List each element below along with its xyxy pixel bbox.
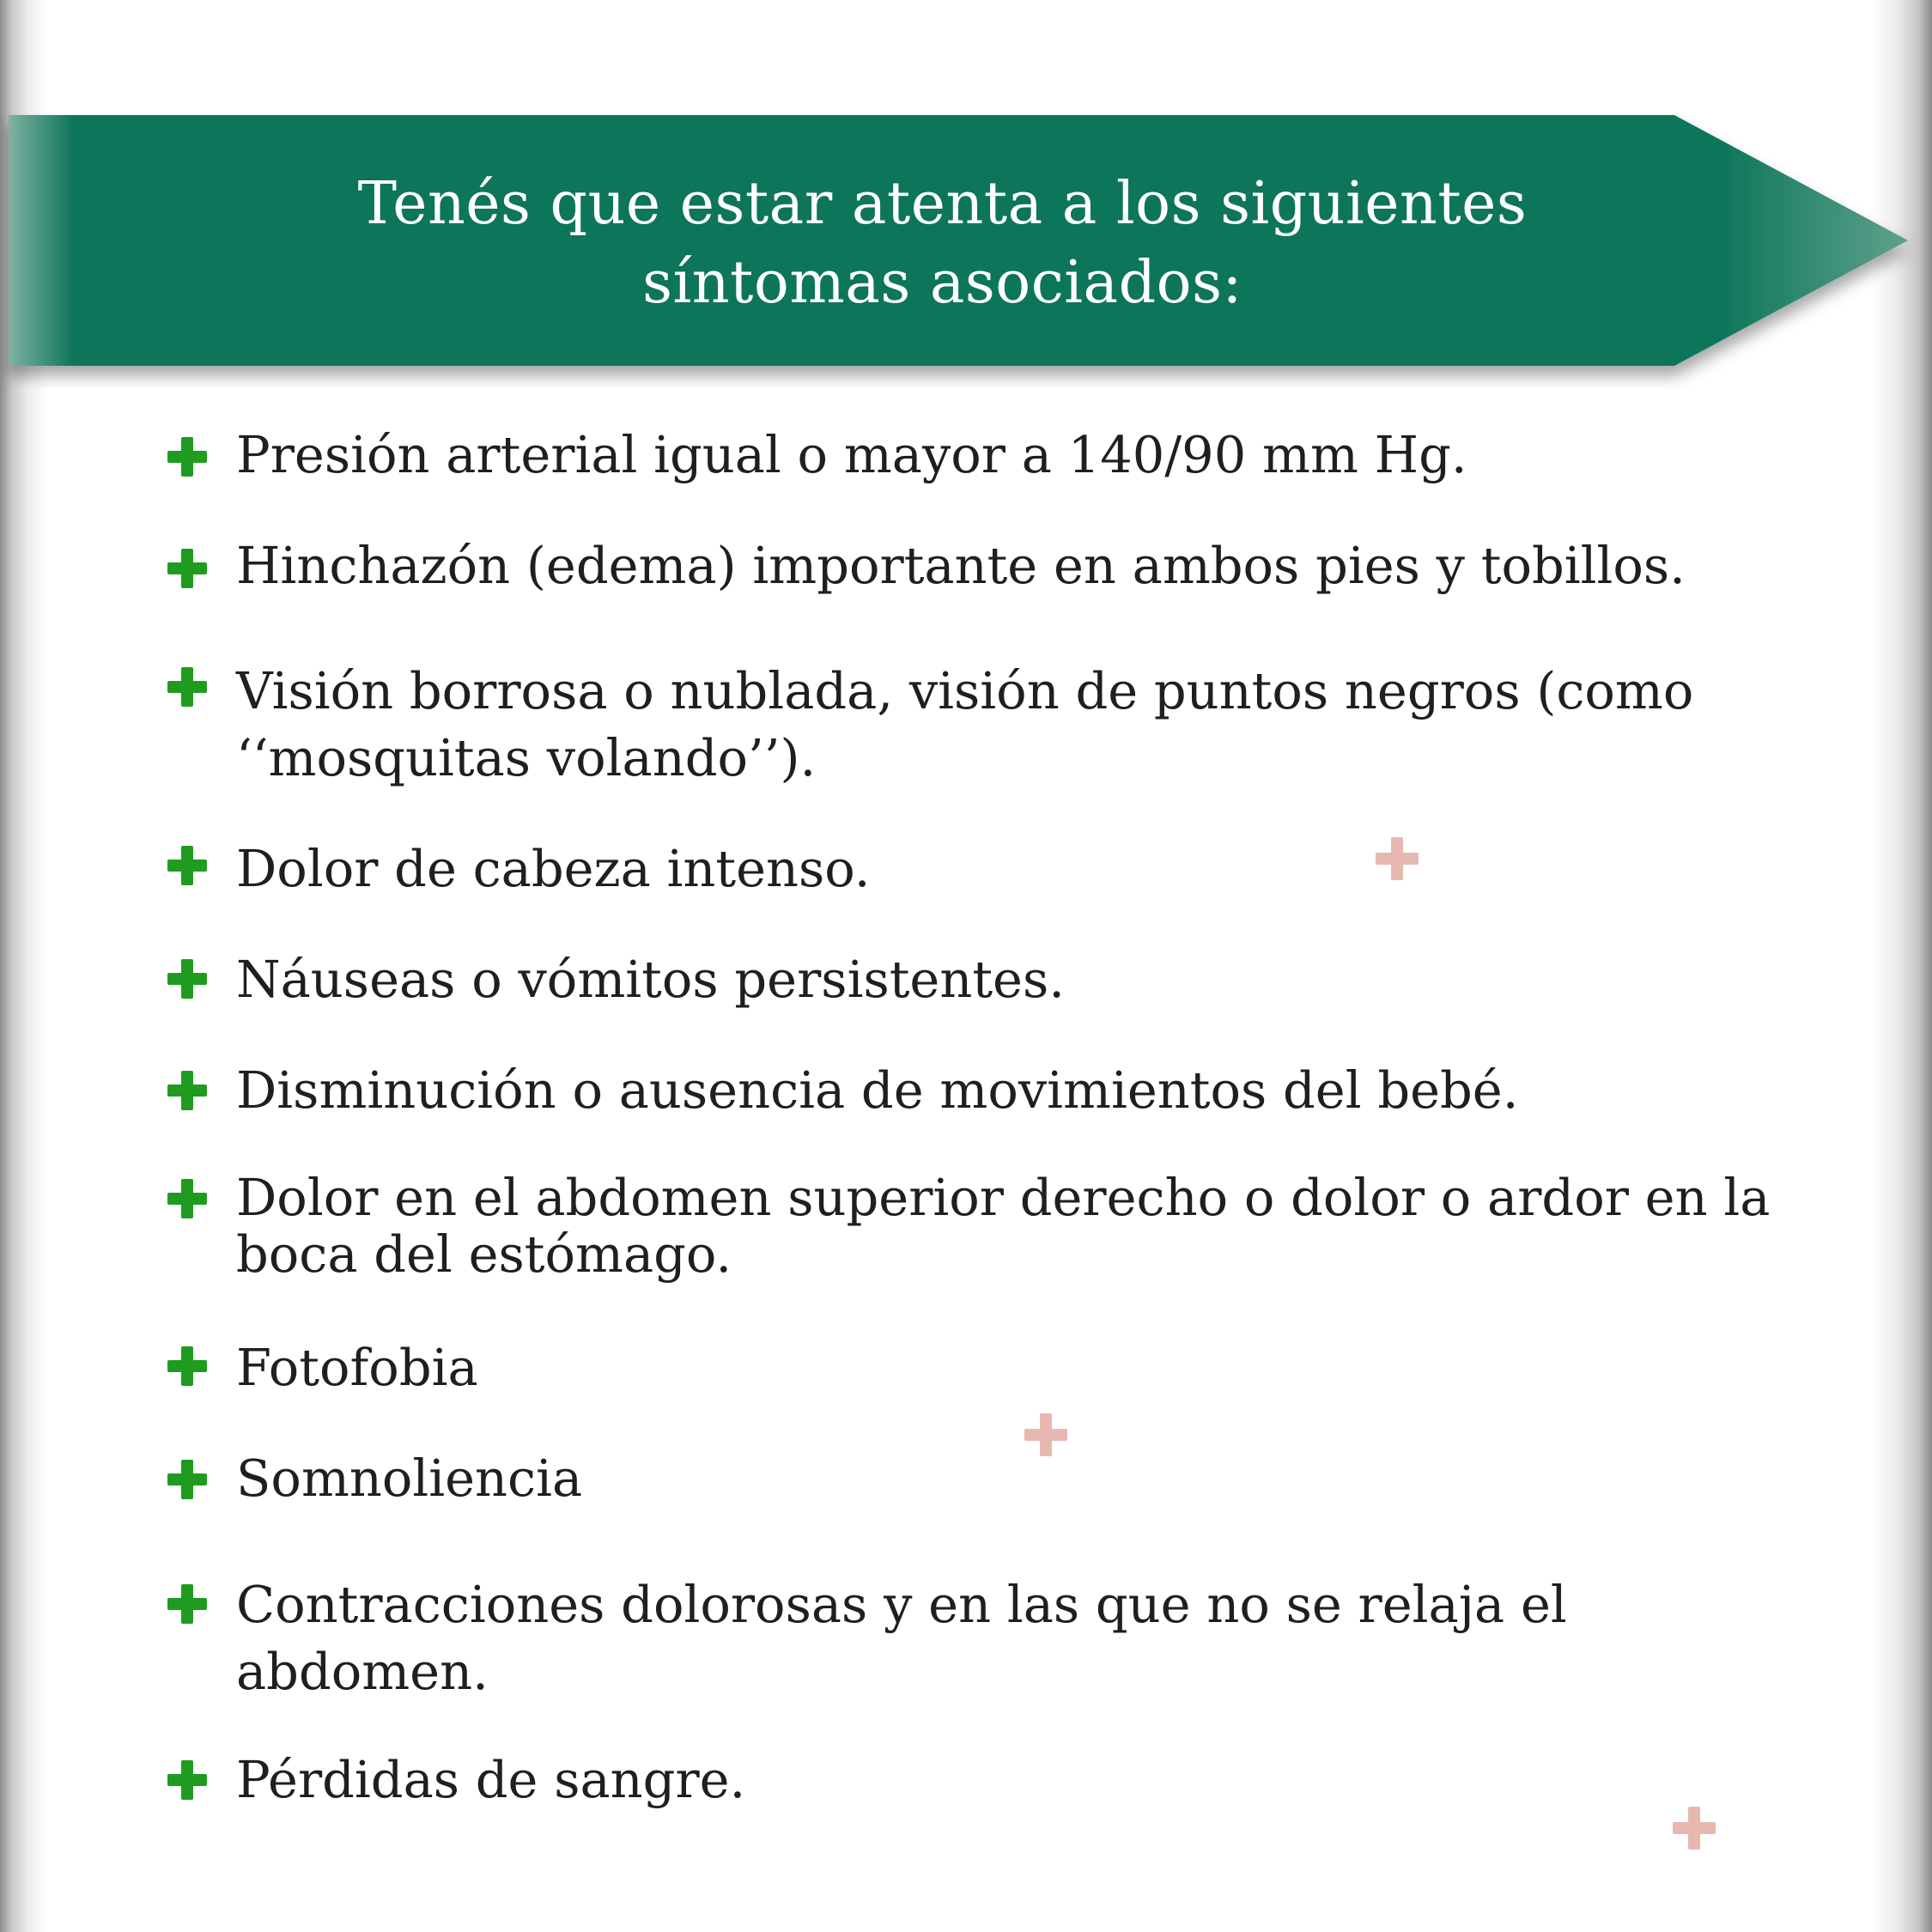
list-item bbox=[236, 947, 1868, 1012]
list-item bbox=[236, 422, 1868, 488]
list-item bbox=[236, 1571, 1868, 1705]
list-item bbox=[236, 658, 1868, 792]
plus-icon bbox=[167, 1460, 207, 1499]
plus-icon bbox=[167, 1179, 207, 1218]
symptom-text-continued: ‘‘mosquitas volando’’). bbox=[236, 728, 817, 787]
list-item bbox=[236, 1058, 1868, 1123]
symptom-text: Contracciones dolorosas y en las que no se relaja el bbox=[236, 1575, 1567, 1634]
symptom-text: Presión arterial igual o mayor a 140/90 mm Hg. bbox=[236, 425, 1467, 484]
list-item bbox=[236, 533, 1868, 598]
header-banner bbox=[0, 113, 1932, 371]
plus-icon bbox=[167, 1346, 207, 1386]
list-item bbox=[236, 1335, 1868, 1400]
plus-icon bbox=[167, 549, 207, 588]
plus-icon bbox=[167, 437, 207, 477]
plus-icon bbox=[167, 1071, 207, 1110]
symptom-text: Visión borrosa o nublada, visión de puntos negros (como bbox=[236, 661, 1694, 720]
list-item bbox=[236, 1170, 1868, 1283]
plus-icon bbox=[167, 667, 207, 707]
title-line-2: síntomas asociados: bbox=[642, 249, 1242, 317]
symptom-text-continued: abdomen. bbox=[236, 1642, 489, 1701]
title-line-1: Tenés que estar atenta a los siguientes bbox=[357, 170, 1528, 238]
plus-icon bbox=[167, 846, 207, 885]
symptom-text-continued: boca del estómago. bbox=[236, 1224, 732, 1284]
decorative-plus-icon bbox=[1376, 837, 1419, 880]
page-title bbox=[0, 165, 1885, 323]
symptom-text: Fotofobia bbox=[236, 1338, 478, 1397]
symptom-text: Disminución o ausencia de movimientos del bebé. bbox=[236, 1060, 1519, 1120]
list-item bbox=[236, 1747, 1868, 1813]
list-item bbox=[236, 836, 1868, 902]
symptom-text: Hinchazón (edema) importante en ambos pies y tobillos. bbox=[236, 536, 1686, 595]
symptom-text: Somnoliencia bbox=[236, 1449, 583, 1508]
plus-icon bbox=[167, 1760, 207, 1800]
plus-icon bbox=[167, 959, 207, 999]
decorative-plus-icon bbox=[1673, 1807, 1716, 1850]
decorative-plus-icon bbox=[1024, 1413, 1067, 1456]
plus-icon bbox=[167, 1584, 207, 1624]
symptom-text: Dolor de cabeza intenso. bbox=[236, 839, 871, 898]
symptom-text: Pérdidas de sangre. bbox=[236, 1750, 746, 1809]
symptom-text: Náuseas o vómitos persistentes. bbox=[236, 950, 1066, 1009]
symptom-text: Dolor en el abdomen superior derecho o dolor o ardor en la bbox=[236, 1168, 1771, 1227]
